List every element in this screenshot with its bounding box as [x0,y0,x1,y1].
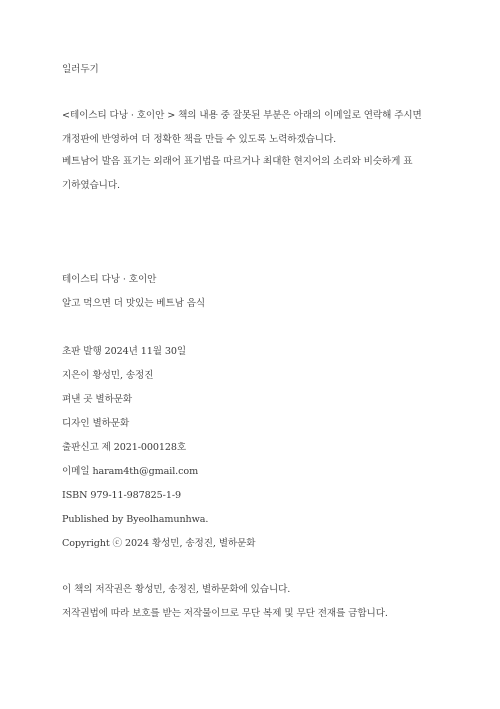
notes-paragraph-line: 기하였습니다. [62,180,120,191]
colophon-line: 출판신고 제 2021-000128호 [62,442,187,453]
colophon-line: 펴낸 곳 별하문화 [62,394,133,405]
colophon-copyright: Copyright ⓒ 2024 황성민, 송정진, 별하문화 [62,538,256,549]
colophon-publisher: Published by Byeolhamunhwa. [62,514,209,525]
colophon-isbn: ISBN 979-11-987825-1-9 [62,490,181,501]
notes-paragraph-line: <테이스티 다낭 · 호이안 > 책의 내용 중 잘못된 부분은 아래의 이메일로 연락해 주시면 [62,110,422,121]
colophon-line: 디자인 별하문화 [62,418,130,429]
notes-heading: 일러두기 [62,64,99,75]
notes-paragraph-line: 베트남어 발음 표기는 외래어 표기법을 따르거나 최대한 현지어의 소리와 비슷하게 표 [62,156,413,167]
colophon-email: 이메일 haram4th@gmail.com [62,466,199,477]
colophon-line: 초판 발행 2024년 11월 30일 [62,346,187,357]
rights-line: 저작권법에 따라 보호를 받는 저작물이므로 무단 복제 및 무단 전재를 금합니다. [62,608,388,619]
notes-paragraph-line: 개정판에 반영하여 더 정확한 책을 만들 수 있도록 노력하겠습니다. [62,134,337,145]
book-title: 테이스티 다낭 · 호이안 [62,274,157,285]
rights-line: 이 책의 저작권은 황성민, 송정진, 별하문화에 있습니다. [62,584,291,595]
book-subtitle: 알고 먹으면 더 맛있는 베트남 음식 [62,298,206,309]
colophon-line: 지은이 황성민, 송정진 [62,370,154,381]
